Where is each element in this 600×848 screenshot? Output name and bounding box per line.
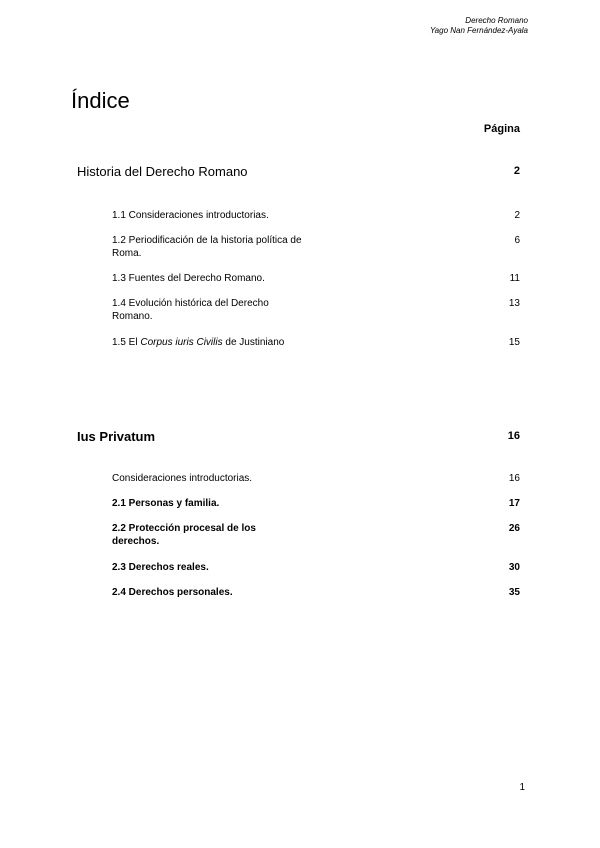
toc-entry-label-prefix: 1.5 El	[112, 337, 141, 348]
toc-entry-page: 15	[508, 337, 520, 348]
toc-entry-label-italic: Corpus iuris Civilis	[140, 337, 223, 348]
toc-entry-page: 26	[508, 523, 520, 534]
toc-entry-page: 16	[508, 473, 520, 484]
toc-entry-page: 2	[514, 210, 520, 221]
toc-entry-label: 1.4 Evolución histórica del Derecho Romano.	[112, 298, 269, 322]
toc-entry-label: 2.2 Protección procesal de los derechos.	[112, 523, 256, 547]
header-course: Derecho Romano	[465, 16, 528, 25]
toc-entry-page: 35	[508, 587, 520, 598]
section-title: Historia del Derecho Romano	[77, 164, 248, 179]
toc-entry-page: 11	[509, 273, 520, 284]
toc-entry-page: 17	[508, 498, 520, 509]
toc-entry-label: 1.3 Fuentes del Derecho Romano.	[112, 273, 265, 284]
page-column-label: Página	[483, 123, 520, 135]
page-title: Índice	[71, 88, 130, 113]
toc-entry-page: 13	[508, 298, 520, 309]
toc-entry-label: Consideraciones introductorias.	[112, 473, 253, 484]
section-page: 2	[513, 165, 520, 177]
toc-entry-label: 2.4 Derechos personales.	[112, 587, 233, 598]
toc-entry-label: 1.2 Periodificación de la historia política de Roma.	[112, 235, 302, 259]
toc-entry-page: 30	[508, 562, 520, 573]
header-author: Yago Nan Fernández-Ayala	[429, 26, 528, 35]
toc-entry-page: 6	[514, 235, 520, 246]
toc-entry-label	[112, 336, 302, 349]
toc-entry-label: 1.1 Consideraciones introductorias.	[112, 210, 269, 221]
toc-entry-label-suffix: de Justiniano	[222, 337, 285, 348]
section-page: 16	[507, 430, 520, 442]
toc-entry-label: 2.1 Personas y familia.	[112, 498, 220, 509]
toc-entry-label: 2.3 Derechos reales.	[112, 562, 209, 573]
running-header	[430, 16, 528, 36]
section-title: Ius Privatum	[77, 429, 156, 444]
page-number: 1	[519, 782, 525, 793]
